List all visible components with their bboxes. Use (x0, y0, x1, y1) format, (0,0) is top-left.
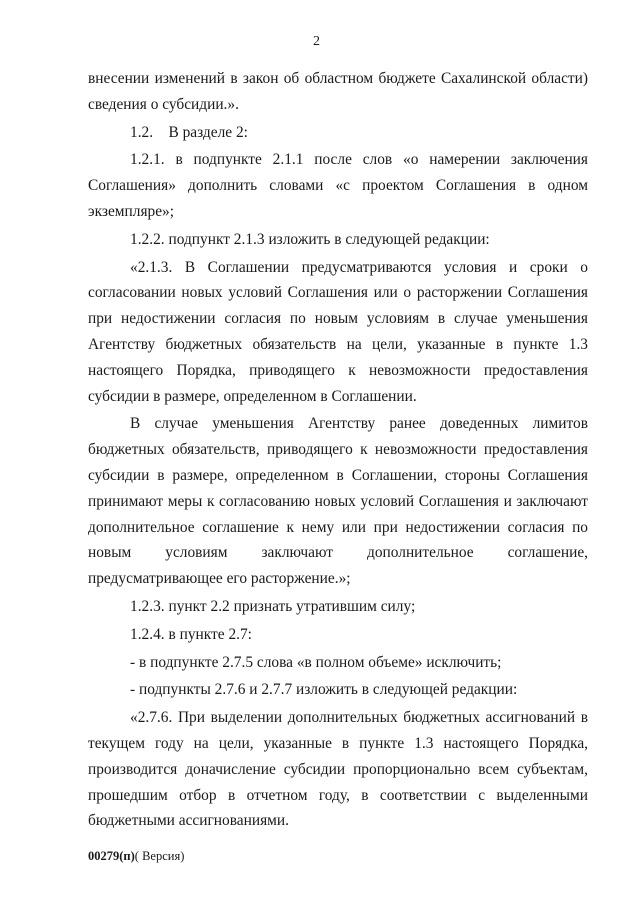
paragraph: «2.7.6. При выделении дополнительных бюджетных ассигнований в текущем году на цели, указанные в пункте 1.3 настоящего Порядка, производится доначисление субсидии пропорционально всем субъектам, прошедшим отбор в отчетном году, в соответствии с выделенными бюджетными ассигнованиями. (88, 709, 588, 830)
paragraph: 1.2.1. в подпункте 2.1.1 после слов «о намерении заключения Соглашения» дополнить словами «с проектом Соглашения в одном экземпляре»; (88, 151, 588, 220)
paragraph: 1.2.2. подпункт 2.1.3 изложить в следующей редакции: (130, 230, 490, 248)
paragraph: В случае уменьшения Агентству ранее доведенных лимитов бюджетных обязательств, приводящего к невозможности предоставления субсидии в размере, определенном в Соглашении, стороны Соглашения принимают меры к согласованию новых условий Соглашения и заключают дополнительное соглашение к нему или при недостижении согласия по новым условиям заключают дополнительное соглашение, предусматривающее его расторжение.»; (88, 415, 588, 588)
paragraph: 1.2.4. в пункте 2.7: (130, 625, 252, 643)
paragraph: - в подпункте 2.7.5 слова «в полном объеме» исключить; (130, 653, 502, 671)
page-number: 2 (313, 34, 320, 49)
paragraph: - подпункты 2.7.6 и 2.7.7 изложить в следующей редакции: (130, 681, 518, 699)
paragraph: 1.2. В разделе 2: (130, 123, 248, 141)
paragraph: «2.1.3. В Соглашении предусматриваются условия и сроки о согласовании новых условий Соглашения или о расторжении Соглашения при недостижении согласия по новым условиям в случае уменьшения Агентству бюджетных обязательств на цели, указанные в пункте 1.3 настоящего Порядка, приводящего к невозможности предоставления субсидии в размере, определенном в Соглашении. (88, 258, 588, 405)
document-code: 00279(п) (88, 849, 135, 863)
document-body (88, 66, 588, 834)
paragraph: внесении изменений в закон об областном бюджете Сахалинской области) сведения о субсидии.». (88, 70, 588, 113)
paragraph: 1.2.3. пункт 2.2 признать утратившим силу; (130, 597, 416, 615)
document-footer (88, 849, 184, 864)
document-version: ( Версия) (134, 849, 185, 863)
